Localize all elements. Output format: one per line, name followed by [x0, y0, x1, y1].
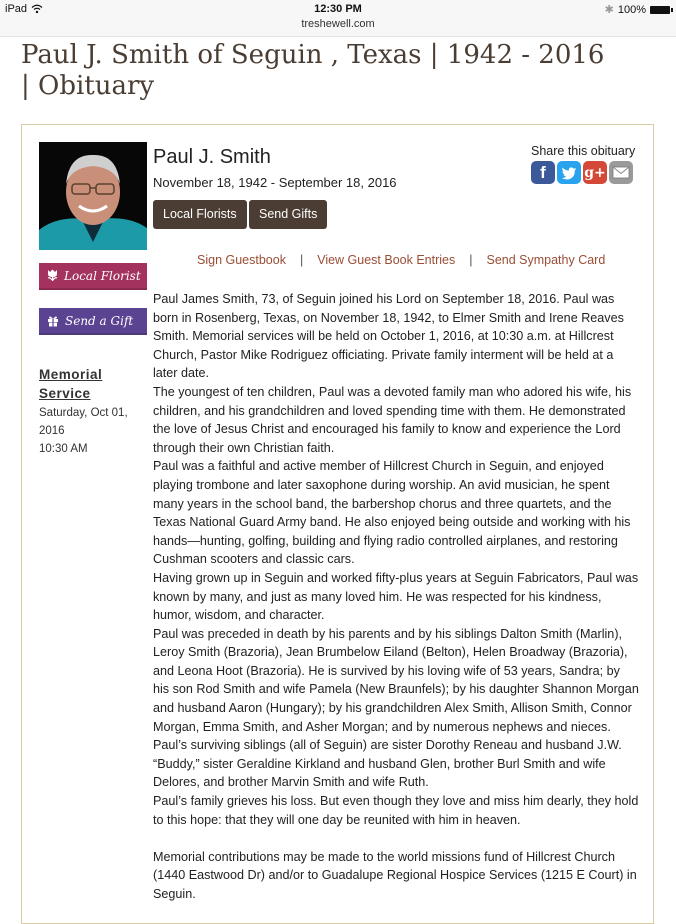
portrait-image	[39, 142, 147, 250]
sign-guestbook-link[interactable]: Sign Guestbook	[197, 253, 286, 267]
twitter-icon[interactable]	[557, 161, 581, 184]
send-a-gift-label: Send a Gift	[65, 313, 134, 328]
battery-percent: 100%	[617, 3, 646, 16]
memorial-service-info	[39, 404, 149, 458]
obituary-text	[153, 290, 639, 904]
email-icon[interactable]	[609, 161, 633, 184]
obituary-paragraph: Having grown up in Seguin and worked fifty-plus years at Seguin Fabricators, Paul was known by many, and just as many loved him. He was respected for his kindness, humor, wisdom, and character.	[153, 570, 639, 623]
device-label: iPad	[5, 3, 28, 15]
clock: 12:30 PM	[314, 3, 362, 15]
memorial-service-heading[interactable]: Memorial Service	[39, 367, 103, 401]
share-label: Share this obituary	[531, 144, 636, 158]
flower-icon	[47, 269, 58, 282]
status-right	[605, 3, 670, 16]
guestbook-links	[197, 253, 605, 267]
send-gifts-button[interactable]: Send Gifts	[249, 200, 327, 229]
local-florist-button[interactable]	[39, 263, 147, 290]
send-sympathy-card-link[interactable]: Send Sympathy Card	[486, 253, 606, 267]
obituary-paragraph: Paul’s family grieves his loss. But even though they love and miss him dearly, they hold to this hope: that they will one day be reunited with him in heaven.	[153, 794, 639, 827]
service-date: Saturday, Oct 01, 2016	[39, 407, 128, 437]
life-dates: November 18, 1942 - September 18, 2016	[153, 175, 397, 190]
person-name: Paul J. Smith	[153, 146, 271, 168]
google-plus-icon[interactable]: g+	[583, 161, 607, 184]
obituary-paragraph: Paul James Smith, 73, of Seguin joined his Lord on September 18, 2016. Paul was born in Rosenberg, Texas, on November 18, 1942, to Elmer Smith and Irene Reaves Smith. Memorial services will be held on October 1, 2016, at 10:30 a.m. at Hillcrest Church, Pastor Mike Rodriguez officiating. Private family interment will be held at a later date.	[153, 292, 624, 381]
service-time: 10:30 AM	[39, 443, 88, 455]
page-title: Paul J. Smith of Seguin , Texas | 1942 - 2016 | Obituary	[21, 40, 605, 101]
local-florist-label: Local Florist	[64, 268, 141, 283]
obituary-paragraph: Memorial contributions may be made to the world missions fund of Hillcrest Church (1440 Eastwood Dr) and/or to Guadalupe Regional Hospice Services (1215 E Court) in Seguin.	[153, 849, 637, 901]
local-florists-button[interactable]: Local Florists	[153, 200, 247, 229]
share-buttons	[531, 161, 633, 184]
bluetooth-icon: ✱	[604, 4, 614, 16]
obituary-paragraph: Paul was preceded in death by his parents and by his siblings Dalton Smith (Marlin), Leroy Smith (Brazoria), Jean Brumbelow Eiland (Belton), Helen Broadway (Brazoria), and Leona Hoot (Brazoria). He is survived by his loving wife of 53 years, Sandra; by his son Rod Smith and wife Pamela (New Braunfels); by his daughter Shannon Morgan and husband Aaron (Hungary); by his grandchildren Alex Smith, Allison Smith, Connor Morgan, Emma Smith, and Asher Morgan; and by numerous nephews and nieces. Paul’s surviving siblings (all of Seguin) are sister Dorothy Reneau and husband J.W. “Buddy,” sister Geraldine Kirkland and husband Glen, brother Burl Smith and wife Delores, and brother Marvin Smith and wife Ruth.	[153, 626, 639, 790]
obituary-paragraph: Paul was a faithful and active member of Hillcrest Church in Seguin, and enjoyed playing trombone and later saxophone during worship. An avid musician, he spent many years in the school band, the barbershop chorus and three quartets, and the Texas National Guard Army band. He also enjoyed being outside and working with his hands—hunting, golfing, building and flying radio controlled airplanes, and restoring Cushman scooters and classic cars.	[153, 459, 631, 567]
gift-icon	[47, 315, 59, 327]
obituary-paragraph: The youngest of ten children, Paul was a devoted family man who adored his wife, his children, and his grandchildren and loved spending time with them. He demonstrated the love of Jesus Christ and encouraged his family to know and experience the Lord through their own Christian faith.	[153, 384, 632, 455]
battery-icon	[650, 6, 670, 14]
send-a-gift-button[interactable]	[39, 308, 147, 335]
facebook-icon[interactable]: f	[531, 161, 555, 184]
view-guestbook-entries-link[interactable]: View Guest Book Entries	[317, 253, 456, 267]
address-bar-url[interactable]: treshewell.com	[301, 18, 375, 30]
link-separator: |	[299, 253, 304, 267]
link-separator: |	[469, 253, 473, 267]
portrait-photo	[39, 142, 147, 250]
status-bar	[0, 0, 676, 37]
